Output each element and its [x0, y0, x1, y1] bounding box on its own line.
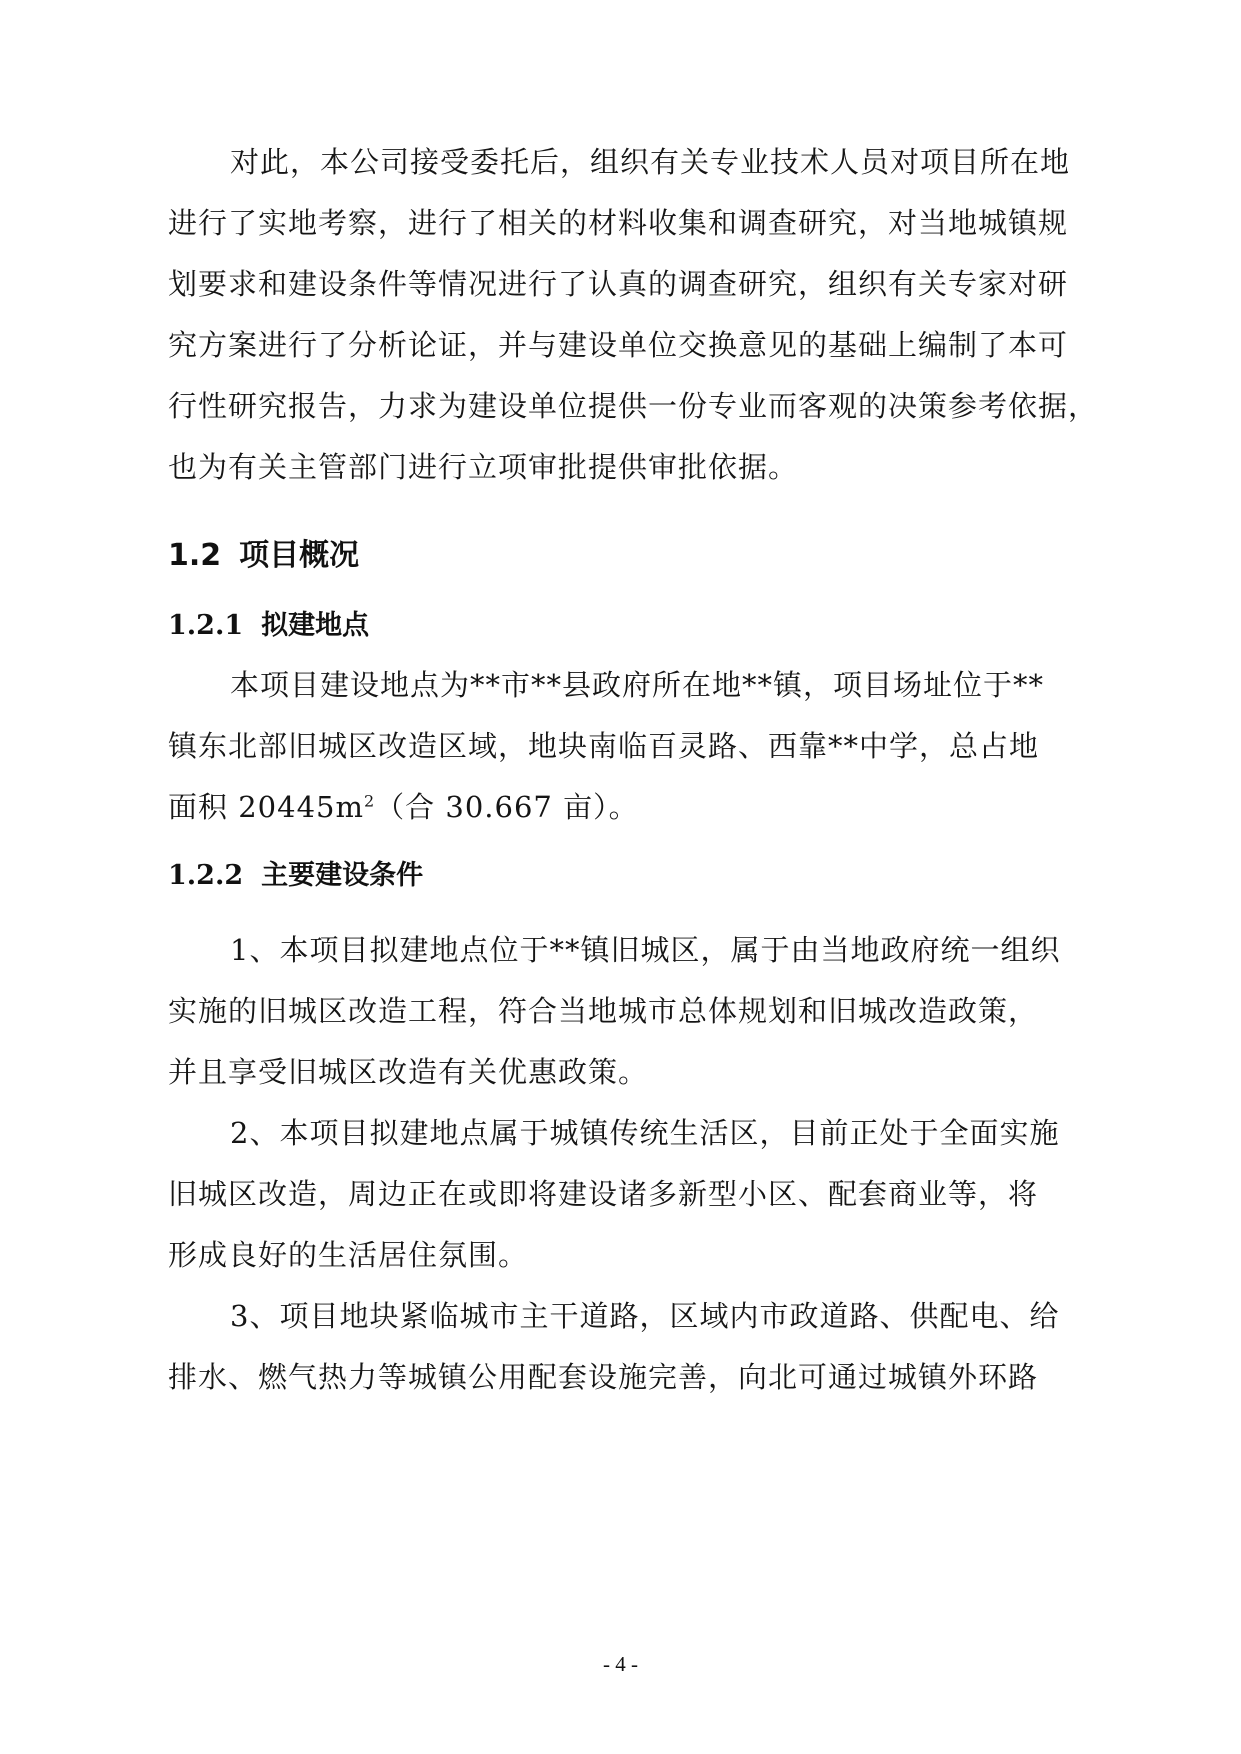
page-number: - 4 - [603, 1652, 638, 1676]
paragraph-line: 2、本项目拟建地点属于城镇传统生活区，目前正处于全面实施 [230, 1116, 1060, 1150]
paragraph-line: 3、项目地块紧临城市主干道路，区域内市政道路、供配电、给 [230, 1299, 1060, 1333]
area-text: 面积 20445m [168, 790, 364, 824]
area-conversion: （合 30.667 亩）。 [375, 790, 639, 824]
section-heading-1-2 [168, 536, 359, 576]
paragraph-line: 并且享受旧城区改造有关优惠政策。 [168, 1055, 649, 1089]
paragraph-line-area [168, 787, 639, 827]
paragraph-line: 进行了实地考察，进行了相关的材料收集和调查研究，对当地城镇规 [168, 206, 1069, 240]
section-number: 1.2.2 [168, 860, 244, 891]
paragraph-line: 旧城区改造，周边正在或即将建设诸多新型小区、配套商业等，将 [168, 1177, 1039, 1211]
section-number: 1.2 [168, 538, 222, 573]
paragraph-line: 本项目建设地点为**市**县政府所在地**镇，项目场址位于** [230, 668, 1045, 702]
section-title: 主要建设条件 [261, 860, 424, 891]
section-heading-1-2-2 [168, 856, 423, 896]
paragraph-line: 实施的旧城区改造工程，符合当地城市总体规划和旧城改造政策， [168, 994, 1039, 1028]
section-heading-1-2-1 [168, 606, 369, 646]
paragraph-line: 也为有关主管部门进行立项审批提供审批依据。 [168, 450, 799, 484]
paragraph-line: 究方案进行了分析论证，并与建设单位交换意见的基础上编制了本可 [168, 328, 1069, 362]
paragraph-line: 排水、燃气热力等城镇公用配套设施完善，向北可通过城镇外环路 [168, 1360, 1039, 1394]
paragraph-line: 对此，本公司接受委托后，组织有关专业技术人员对项目所在地 [230, 145, 1071, 179]
area-unit-superscript: 2 [363, 791, 376, 811]
paragraph-line: 镇东北部旧城区改造区域，地块南临百灵路、西靠**中学，总占地 [168, 729, 1040, 763]
paragraph-line: 形成良好的生活居住氛围。 [168, 1238, 529, 1272]
paragraph-line: 行性研究报告，力求为建设单位提供一份专业而客观的决策参考依据， [168, 389, 1099, 423]
paragraph-line: 1、本项目拟建地点位于**镇旧城区，属于由当地政府统一组织 [230, 933, 1061, 967]
paragraph-line: 划要求和建设条件等情况进行了认真的调查研究，组织有关专家对研 [168, 267, 1069, 301]
section-title: 项目概况 [239, 538, 360, 573]
section-number: 1.2.1 [168, 610, 244, 641]
section-title: 拟建地点 [261, 610, 370, 641]
